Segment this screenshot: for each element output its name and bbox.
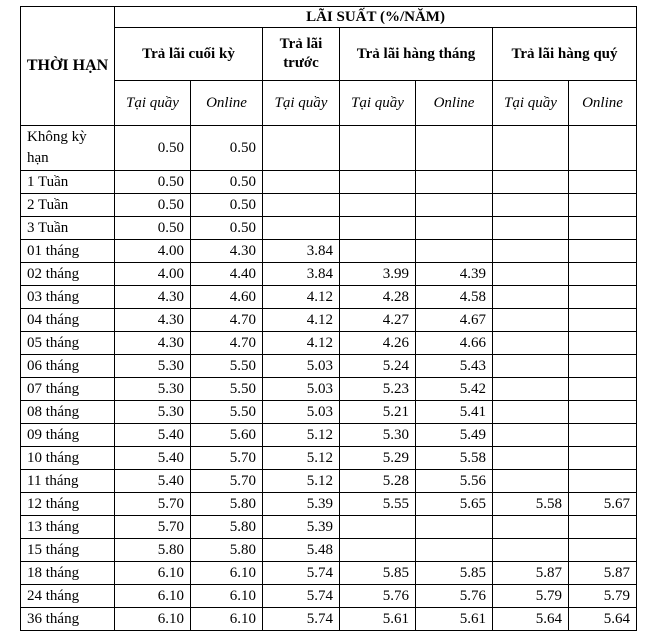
table-row	[21, 608, 637, 631]
rate-cell: 5.64	[493, 608, 569, 631]
table-row	[21, 240, 637, 263]
rate-cell: 4.26	[340, 332, 416, 355]
rate-cell: 5.41	[416, 401, 493, 424]
rate-cell: 5.58	[416, 447, 493, 470]
term-cell: 05 tháng	[21, 332, 115, 355]
sub-header-cell: Tại quầy	[340, 81, 416, 126]
table-row	[21, 424, 637, 447]
rate-cell: 5.24	[340, 355, 416, 378]
rate-cell: 5.85	[416, 562, 493, 585]
rate-cell: 5.03	[263, 355, 340, 378]
rate-cell: 5.50	[191, 378, 263, 401]
table-row	[21, 263, 637, 286]
rate-cell: 4.12	[263, 332, 340, 355]
rate-cell: 0.50	[191, 126, 263, 171]
rate-cell: 5.85	[340, 562, 416, 585]
rate-cell: 5.80	[191, 493, 263, 516]
rate-cell: 5.70	[115, 516, 191, 539]
rate-cell	[263, 217, 340, 240]
rate-cell	[340, 171, 416, 194]
rate-cell: 5.49	[416, 424, 493, 447]
rate-cell	[493, 309, 569, 332]
rate-cell: 4.12	[263, 286, 340, 309]
rate-cell: 5.40	[115, 470, 191, 493]
rate-cell: 5.87	[493, 562, 569, 585]
rate-cell: 6.10	[191, 562, 263, 585]
rate-cell: 5.40	[115, 424, 191, 447]
group-header-monthly: Trả lãi hàng tháng	[340, 28, 493, 81]
rate-cell: 5.56	[416, 470, 493, 493]
rate-cell: 4.00	[115, 240, 191, 263]
rate-cell: 0.50	[115, 194, 191, 217]
rate-cell: 5.30	[115, 355, 191, 378]
rate-cell	[493, 332, 569, 355]
sub-header-cell: Online	[569, 81, 637, 126]
rate-cell: 5.50	[191, 355, 263, 378]
rate-cell	[263, 126, 340, 171]
term-cell: 2 Tuần	[21, 194, 115, 217]
rate-cell: 5.60	[191, 424, 263, 447]
rate-cell	[569, 240, 637, 263]
term-cell: 08 tháng	[21, 401, 115, 424]
term-cell: 3 Tuần	[21, 217, 115, 240]
rate-cell: 4.30	[115, 332, 191, 355]
rate-cell: 5.30	[115, 378, 191, 401]
term-cell: 04 tháng	[21, 309, 115, 332]
rate-cell: 5.42	[416, 378, 493, 401]
interest-rate-table	[20, 6, 637, 631]
rate-cell	[569, 194, 637, 217]
rate-cell: 5.12	[263, 424, 340, 447]
group-header-quarterly: Trả lãi hàng quý	[493, 28, 637, 81]
rate-cell	[493, 470, 569, 493]
rate-cell	[493, 355, 569, 378]
rate-cell	[569, 332, 637, 355]
rate-cell: 5.03	[263, 378, 340, 401]
rate-cell: 5.39	[263, 516, 340, 539]
rate-cell: 5.30	[115, 401, 191, 424]
rate-cell	[416, 240, 493, 263]
rate-cell	[493, 217, 569, 240]
rate-cell: 5.39	[263, 493, 340, 516]
rate-cell	[493, 263, 569, 286]
rate-cell: 5.65	[416, 493, 493, 516]
term-cell: 09 tháng	[21, 424, 115, 447]
rate-cell	[569, 539, 637, 562]
rate-cell: 5.21	[340, 401, 416, 424]
rate-cell: 0.50	[115, 217, 191, 240]
rate-cell: 4.27	[340, 309, 416, 332]
table-row	[21, 585, 637, 608]
rate-cell: 5.79	[493, 585, 569, 608]
term-cell: 12 tháng	[21, 493, 115, 516]
rate-cell: 5.58	[493, 493, 569, 516]
sub-header-cell: Tại quầy	[493, 81, 569, 126]
rate-cell: 5.67	[569, 493, 637, 516]
sub-header-cell: Tại quầy	[263, 81, 340, 126]
rate-cell	[263, 194, 340, 217]
term-header: THỜI HẠN	[21, 7, 115, 126]
rate-cell: 4.40	[191, 263, 263, 286]
rate-cell: 5.50	[191, 401, 263, 424]
table-row	[21, 493, 637, 516]
rate-cell: 6.10	[115, 585, 191, 608]
rate-cell: 4.30	[191, 240, 263, 263]
table-row	[21, 355, 637, 378]
rate-cell: 5.55	[340, 493, 416, 516]
rate-cell: 5.64	[569, 608, 637, 631]
term-cell: 01 tháng	[21, 240, 115, 263]
rate-cell	[340, 194, 416, 217]
term-cell: 03 tháng	[21, 286, 115, 309]
term-cell: 18 tháng	[21, 562, 115, 585]
table-row	[21, 217, 637, 240]
rate-cell: 5.43	[416, 355, 493, 378]
rate-cell	[569, 516, 637, 539]
rate-cell: 6.10	[191, 608, 263, 631]
term-cell: 10 tháng	[21, 447, 115, 470]
rate-cell: 0.50	[191, 171, 263, 194]
rate-cell: 5.23	[340, 378, 416, 401]
rate-cell: 5.74	[263, 585, 340, 608]
rate-cell: 5.12	[263, 447, 340, 470]
rate-cell: 5.87	[569, 562, 637, 585]
rate-cell	[493, 286, 569, 309]
rate-cell: 4.66	[416, 332, 493, 355]
rate-cell	[493, 447, 569, 470]
group-header-end-of-term: Trả lãi cuối kỳ	[115, 28, 263, 81]
rate-cell	[569, 217, 637, 240]
rate-cell: 4.30	[115, 309, 191, 332]
term-cell: 1 Tuần	[21, 171, 115, 194]
rate-cell	[340, 539, 416, 562]
rate-cell: 3.84	[263, 240, 340, 263]
rate-cell	[569, 126, 637, 171]
term-cell: 24 tháng	[21, 585, 115, 608]
rate-cell	[340, 126, 416, 171]
rate-cell	[493, 516, 569, 539]
rate-cell: 5.28	[340, 470, 416, 493]
table-row	[21, 378, 637, 401]
rate-cell	[416, 217, 493, 240]
term-cell: 06 tháng	[21, 355, 115, 378]
rate-cell	[493, 171, 569, 194]
rate-cell: 5.76	[340, 585, 416, 608]
table-row	[21, 194, 637, 217]
rate-cell: 3.84	[263, 263, 340, 286]
rate-cell	[493, 126, 569, 171]
rate-cell: 5.61	[340, 608, 416, 631]
rate-cell	[340, 217, 416, 240]
rate-cell: 5.80	[191, 539, 263, 562]
rate-cell: 4.28	[340, 286, 416, 309]
rate-cell: 5.61	[416, 608, 493, 631]
rate-cell	[569, 309, 637, 332]
rate-cell: 4.00	[115, 263, 191, 286]
rate-cell: 6.10	[115, 608, 191, 631]
table-row	[21, 286, 637, 309]
rate-cell: 4.39	[416, 263, 493, 286]
term-cell: 02 tháng	[21, 263, 115, 286]
rate-cell: 5.79	[569, 585, 637, 608]
rate-cell: 0.50	[115, 126, 191, 171]
rate-cell: 3.99	[340, 263, 416, 286]
term-cell: 15 tháng	[21, 539, 115, 562]
rate-cell	[493, 378, 569, 401]
rate-cell	[569, 171, 637, 194]
table-row	[21, 171, 637, 194]
rate-cell	[569, 401, 637, 424]
rate-cell: 0.50	[115, 171, 191, 194]
rate-cell	[340, 240, 416, 263]
term-cell: 36 tháng	[21, 608, 115, 631]
rate-cell	[416, 539, 493, 562]
rate-cell	[569, 378, 637, 401]
rate-cell: 5.80	[115, 539, 191, 562]
rate-cell: 0.50	[191, 217, 263, 240]
term-cell: 07 tháng	[21, 378, 115, 401]
rate-cell: 4.30	[115, 286, 191, 309]
rate-cell: 5.29	[340, 447, 416, 470]
rate-cell	[493, 240, 569, 263]
rate-cell	[493, 539, 569, 562]
rate-cell	[416, 171, 493, 194]
table-row	[21, 447, 637, 470]
rate-cell: 0.50	[191, 194, 263, 217]
rate-cell: 4.58	[416, 286, 493, 309]
table-row	[21, 126, 637, 171]
rate-cell: 4.67	[416, 309, 493, 332]
rate-cell	[263, 171, 340, 194]
rate-cell: 6.10	[191, 585, 263, 608]
rate-cell	[569, 447, 637, 470]
rate-cell	[493, 401, 569, 424]
term-cell: 13 tháng	[21, 516, 115, 539]
rate-cell	[569, 470, 637, 493]
table-row	[21, 332, 637, 355]
table-row	[21, 562, 637, 585]
rate-header: LÃI SUẤT (%/NĂM)	[115, 7, 637, 28]
rate-cell: 5.70	[191, 470, 263, 493]
rate-cell: 5.12	[263, 470, 340, 493]
term-cell: Không kỳ hạn	[21, 126, 115, 171]
rate-cell: 5.70	[115, 493, 191, 516]
rate-cell	[493, 194, 569, 217]
rate-cell	[340, 516, 416, 539]
rate-cell: 5.70	[191, 447, 263, 470]
rate-cell: 5.74	[263, 608, 340, 631]
rate-cell: 5.40	[115, 447, 191, 470]
rate-cell	[416, 516, 493, 539]
table-row	[21, 516, 637, 539]
table-row	[21, 401, 637, 424]
rate-cell	[569, 424, 637, 447]
rate-cell: 5.48	[263, 539, 340, 562]
table-row	[21, 539, 637, 562]
rate-cell	[416, 126, 493, 171]
rate-cell: 5.80	[191, 516, 263, 539]
sub-header-cell: Online	[191, 81, 263, 126]
rate-cell: 4.12	[263, 309, 340, 332]
rate-cell	[569, 263, 637, 286]
sub-header-cell: Tại quầy	[115, 81, 191, 126]
rate-cell: 5.74	[263, 562, 340, 585]
rate-cell: 4.60	[191, 286, 263, 309]
rate-cell	[569, 355, 637, 378]
table-row	[21, 309, 637, 332]
rate-cell: 4.70	[191, 332, 263, 355]
term-cell: 11 tháng	[21, 470, 115, 493]
table-row	[21, 470, 637, 493]
rate-cell	[569, 286, 637, 309]
rate-cell: 5.03	[263, 401, 340, 424]
rate-cell: 4.70	[191, 309, 263, 332]
rate-cell	[493, 424, 569, 447]
rate-cell: 6.10	[115, 562, 191, 585]
rate-cell: 5.30	[340, 424, 416, 447]
rate-cell	[416, 194, 493, 217]
group-header-prepaid: Trả lãi trước	[263, 28, 340, 81]
rate-cell: 5.76	[416, 585, 493, 608]
sub-header-cell: Online	[416, 81, 493, 126]
